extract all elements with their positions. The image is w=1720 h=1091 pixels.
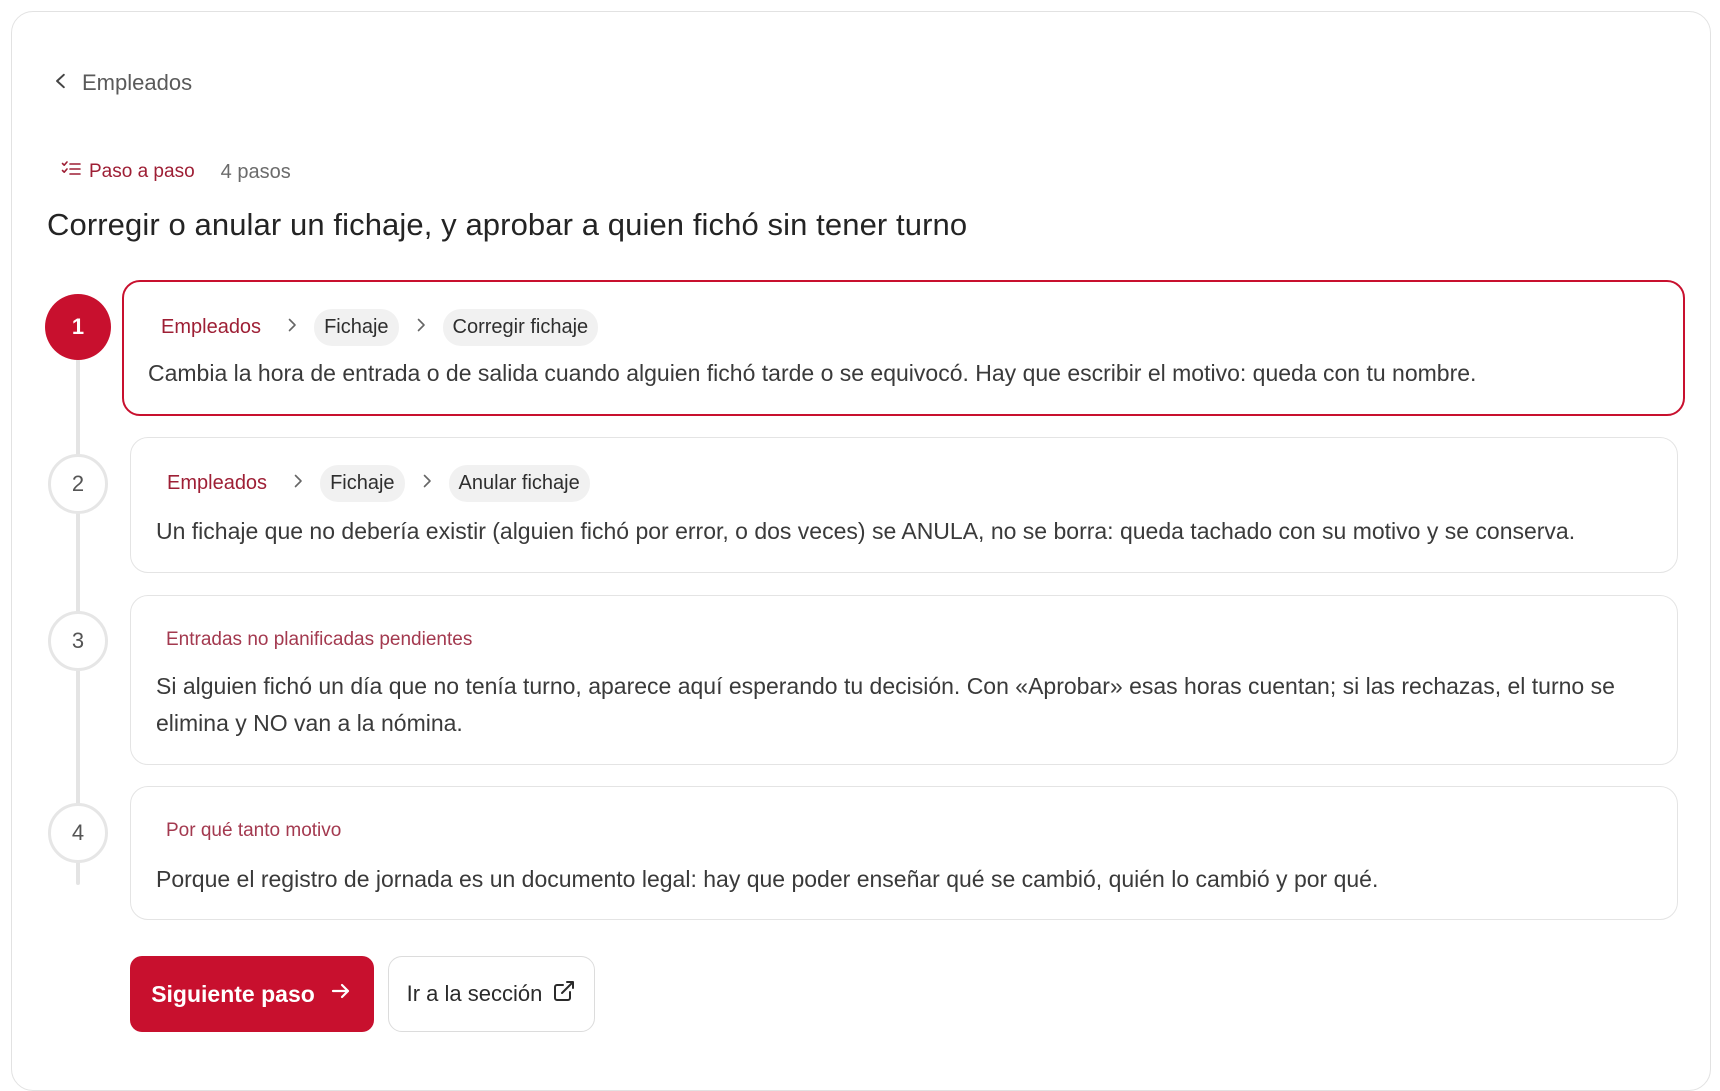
back-link-label: Empleados bbox=[82, 70, 193, 95]
step-marker-4[interactable]: 4 bbox=[48, 803, 108, 863]
breadcrumb bbox=[158, 465, 590, 502]
chevron-right-icon bbox=[278, 317, 306, 338]
next-step-label: Siguiente paso bbox=[151, 980, 315, 1007]
step-description: Porque el registro de jornada es un documento legal: hay que poder enseñar qué se cambió, quién lo cambió y por qué. bbox=[156, 866, 1379, 892]
step-description: Cambia la hora de entrada o de salida cuando alguien fichó tarde o se equivocó. Hay que escribir el motivo: queda con tu nombre. bbox=[148, 360, 1477, 386]
back-link[interactable] bbox=[52, 70, 192, 96]
step-section-label[interactable]: Por qué tanto motivo bbox=[166, 820, 342, 841]
step-marker-3[interactable]: 3 bbox=[48, 611, 108, 671]
next-step-button[interactable] bbox=[130, 956, 374, 1032]
breadcrumb-section[interactable]: Empleados bbox=[167, 472, 268, 494]
breadcrumb-chip: Corregir fichaje bbox=[443, 309, 599, 346]
step-card-1[interactable] bbox=[122, 280, 1685, 416]
breadcrumb-section[interactable]: Empleados bbox=[161, 316, 262, 338]
chevron-right-icon bbox=[407, 317, 435, 338]
step-section-label[interactable]: Entradas no planificadas pendientes bbox=[166, 629, 473, 650]
guide-type-badge bbox=[61, 160, 195, 184]
arrow-right-icon bbox=[329, 979, 353, 1009]
chevron-left-icon bbox=[52, 72, 70, 95]
breadcrumb bbox=[152, 309, 598, 346]
chevron-right-icon bbox=[284, 473, 312, 494]
step-card-3[interactable] bbox=[130, 595, 1678, 765]
step-marker-2[interactable]: 2 bbox=[48, 454, 108, 514]
breadcrumb-chip: Fichaje bbox=[314, 309, 398, 346]
chevron-right-icon bbox=[413, 473, 441, 494]
guide-type-label: Paso a paso bbox=[89, 161, 195, 182]
steps-rail bbox=[76, 330, 80, 885]
page-title: Corregir o anular un fichaje, y aprobar a quien fichó sin tener turno bbox=[47, 207, 968, 242]
external-link-icon bbox=[552, 979, 576, 1009]
checklist-icon bbox=[61, 160, 81, 184]
step-card-4[interactable] bbox=[130, 786, 1678, 920]
go-to-section-button[interactable] bbox=[388, 956, 595, 1032]
step-description: Un fichaje que no debería existir (alguien fichó por error, o dos veces) se ANULA, no se borra: queda tachado con su motivo y se conserva. bbox=[156, 518, 1576, 544]
step-description-line: elimina y NO van a la nómina. bbox=[156, 710, 463, 736]
breadcrumb-chip: Fichaje bbox=[320, 465, 404, 502]
step-marker-1[interactable]: 1 bbox=[45, 294, 111, 360]
guide-meta bbox=[61, 160, 291, 184]
step-card-2[interactable] bbox=[130, 437, 1678, 573]
step-description bbox=[156, 668, 1615, 742]
step-description-line: Si alguien fichó un día que no tenía turno, aparece aquí esperando tu decisión. Con «Aprobar» esas horas cuentan; si las rechazas, el turno se bbox=[156, 673, 1615, 699]
step-count: 4 pasos bbox=[220, 160, 291, 183]
breadcrumb-chip: Anular fichaje bbox=[449, 465, 590, 502]
go-to-section-label: Ir a la sección bbox=[406, 981, 543, 1006]
